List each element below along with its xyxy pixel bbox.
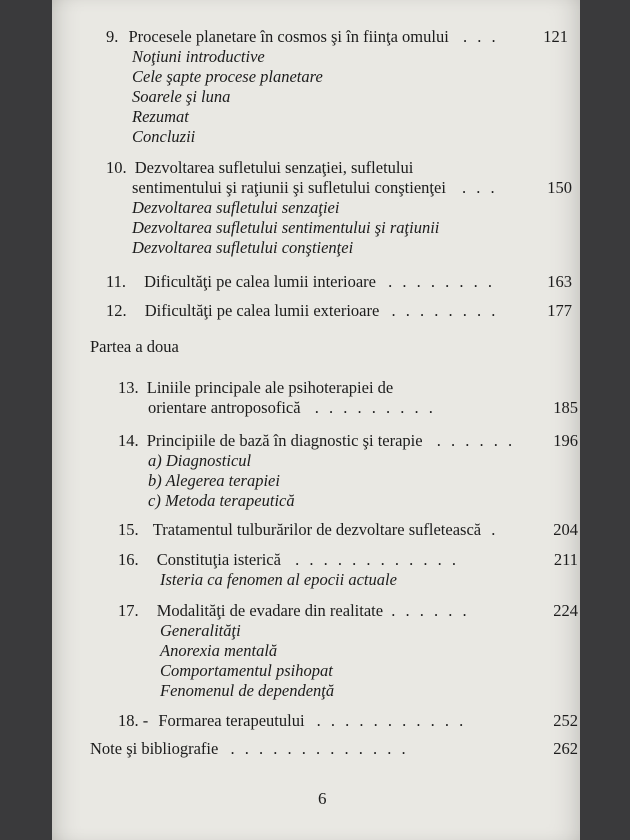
entry-number: 16. bbox=[118, 550, 139, 569]
entry-page: 177 bbox=[547, 301, 572, 320]
leader-dots: . bbox=[491, 520, 499, 539]
leader-dots: . . . . . . bbox=[391, 601, 470, 620]
entry-page: 224 bbox=[553, 601, 578, 620]
leader-dots: . . . bbox=[462, 178, 498, 197]
toc-entry-9 bbox=[106, 27, 568, 147]
subentry: b) Alegerea terapiei bbox=[148, 471, 280, 490]
subentry: Comportamentul psihopat bbox=[160, 661, 333, 680]
toc-entry-16 bbox=[118, 550, 578, 590]
toc-entry-17 bbox=[118, 601, 578, 701]
entry-number: 18. - bbox=[118, 711, 149, 730]
entry-page: 150 bbox=[547, 178, 572, 197]
subentry: Concluzii bbox=[132, 127, 196, 146]
subentry: Rezumat bbox=[132, 107, 189, 126]
entry-title: Formarea terapeutului bbox=[158, 711, 305, 730]
subentry: Dezvoltarea sufletului conştienţei bbox=[132, 238, 354, 257]
entry-page: 262 bbox=[553, 739, 578, 758]
leader-dots: . . . . . . . . . bbox=[314, 398, 436, 417]
leader-dots: . . . bbox=[462, 27, 499, 46]
toc-entry-notes bbox=[90, 739, 578, 759]
leader-dots: . . . . . . bbox=[436, 431, 516, 450]
entry-title: Tratamentul tulburărilor de dezvoltare sufletească bbox=[152, 520, 482, 539]
section-heading: Partea a doua bbox=[90, 337, 179, 356]
subentry: Noţiuni introductive bbox=[132, 47, 265, 66]
entry-page: 121 bbox=[543, 27, 568, 46]
subentry: Cele şapte procese planetare bbox=[132, 67, 323, 86]
entry-title: Dificultăţi pe calea lumii interioare bbox=[144, 272, 376, 291]
subentry: Generalităţi bbox=[160, 621, 241, 640]
entry-title: Principiile de bază în diagnostic şi terapie bbox=[146, 431, 423, 450]
subentry: c) Metoda terapeutică bbox=[148, 491, 295, 510]
subentry: Anorexia mentală bbox=[160, 641, 278, 660]
entry-number: 14. bbox=[118, 431, 139, 450]
leader-dots: . . . . . . . . bbox=[391, 301, 499, 320]
entry-number: 9. bbox=[106, 27, 119, 46]
entry-title: Procesele planetare în cosmos şi în fiinţa omului bbox=[128, 27, 449, 46]
entry-page: 252 bbox=[553, 711, 578, 730]
entry-title: Note şi bibliografie bbox=[90, 739, 219, 758]
toc-entry-15 bbox=[118, 520, 578, 540]
leader-dots: . . . . . . . . . . . . . bbox=[230, 739, 409, 758]
page-number: 6 bbox=[318, 789, 327, 808]
subentry: Fenomenul de dependenţă bbox=[160, 681, 335, 700]
subentry: Dezvoltarea sufletului sentimentului şi raţiunii bbox=[132, 218, 440, 237]
toc-entry-13 bbox=[118, 378, 578, 418]
entry-title: Constituţia isterică bbox=[156, 550, 281, 569]
entry-page: 163 bbox=[547, 272, 572, 291]
book-page bbox=[52, 0, 580, 840]
subentry: a) Diagnosticul bbox=[148, 451, 252, 470]
entry-number: 11. bbox=[106, 272, 127, 291]
entry-page: 185 bbox=[553, 398, 578, 417]
subentry: Dezvoltarea sufletului senzaţiei bbox=[132, 198, 340, 217]
entry-title: Dezvoltarea sufletului senzaţiei, sufletului bbox=[134, 158, 414, 177]
entry-title: Dificultăţi pe calea lumii exterioare bbox=[144, 301, 380, 320]
leader-dots: . . . . . . . . . . . . bbox=[295, 550, 459, 569]
entry-page: 211 bbox=[553, 550, 578, 569]
leader-dots: . . . . . . . . bbox=[388, 272, 495, 291]
entry-page: 204 bbox=[553, 520, 578, 539]
toc-entry-14 bbox=[118, 431, 578, 511]
entry-number: 12. bbox=[106, 301, 127, 320]
toc-entry-18 bbox=[118, 711, 578, 731]
entry-number: 13. bbox=[118, 378, 139, 397]
toc-entry-12 bbox=[106, 301, 572, 321]
toc-entry-11 bbox=[106, 272, 572, 292]
entry-page: 196 bbox=[553, 431, 578, 450]
entry-title-continued: sentimentului şi raţiunii şi sufletului conştienţei bbox=[132, 178, 446, 197]
entry-title-continued: orientare antroposofică bbox=[148, 398, 301, 417]
subentry: Isteria ca fenomen al epocii actuale bbox=[160, 570, 397, 589]
entry-number: 17. bbox=[118, 601, 139, 620]
entry-title: Modalităţi de evadare din realitate bbox=[156, 601, 384, 620]
entry-title: Liniile principale ale psihoterapiei de bbox=[146, 378, 394, 397]
leader-dots: . . . . . . . . . . . bbox=[316, 711, 467, 730]
entry-number: 10. bbox=[106, 158, 127, 177]
subentry: Soarele şi luna bbox=[132, 87, 231, 106]
toc-entry-10 bbox=[106, 158, 572, 258]
entry-number: 15. bbox=[118, 520, 139, 539]
